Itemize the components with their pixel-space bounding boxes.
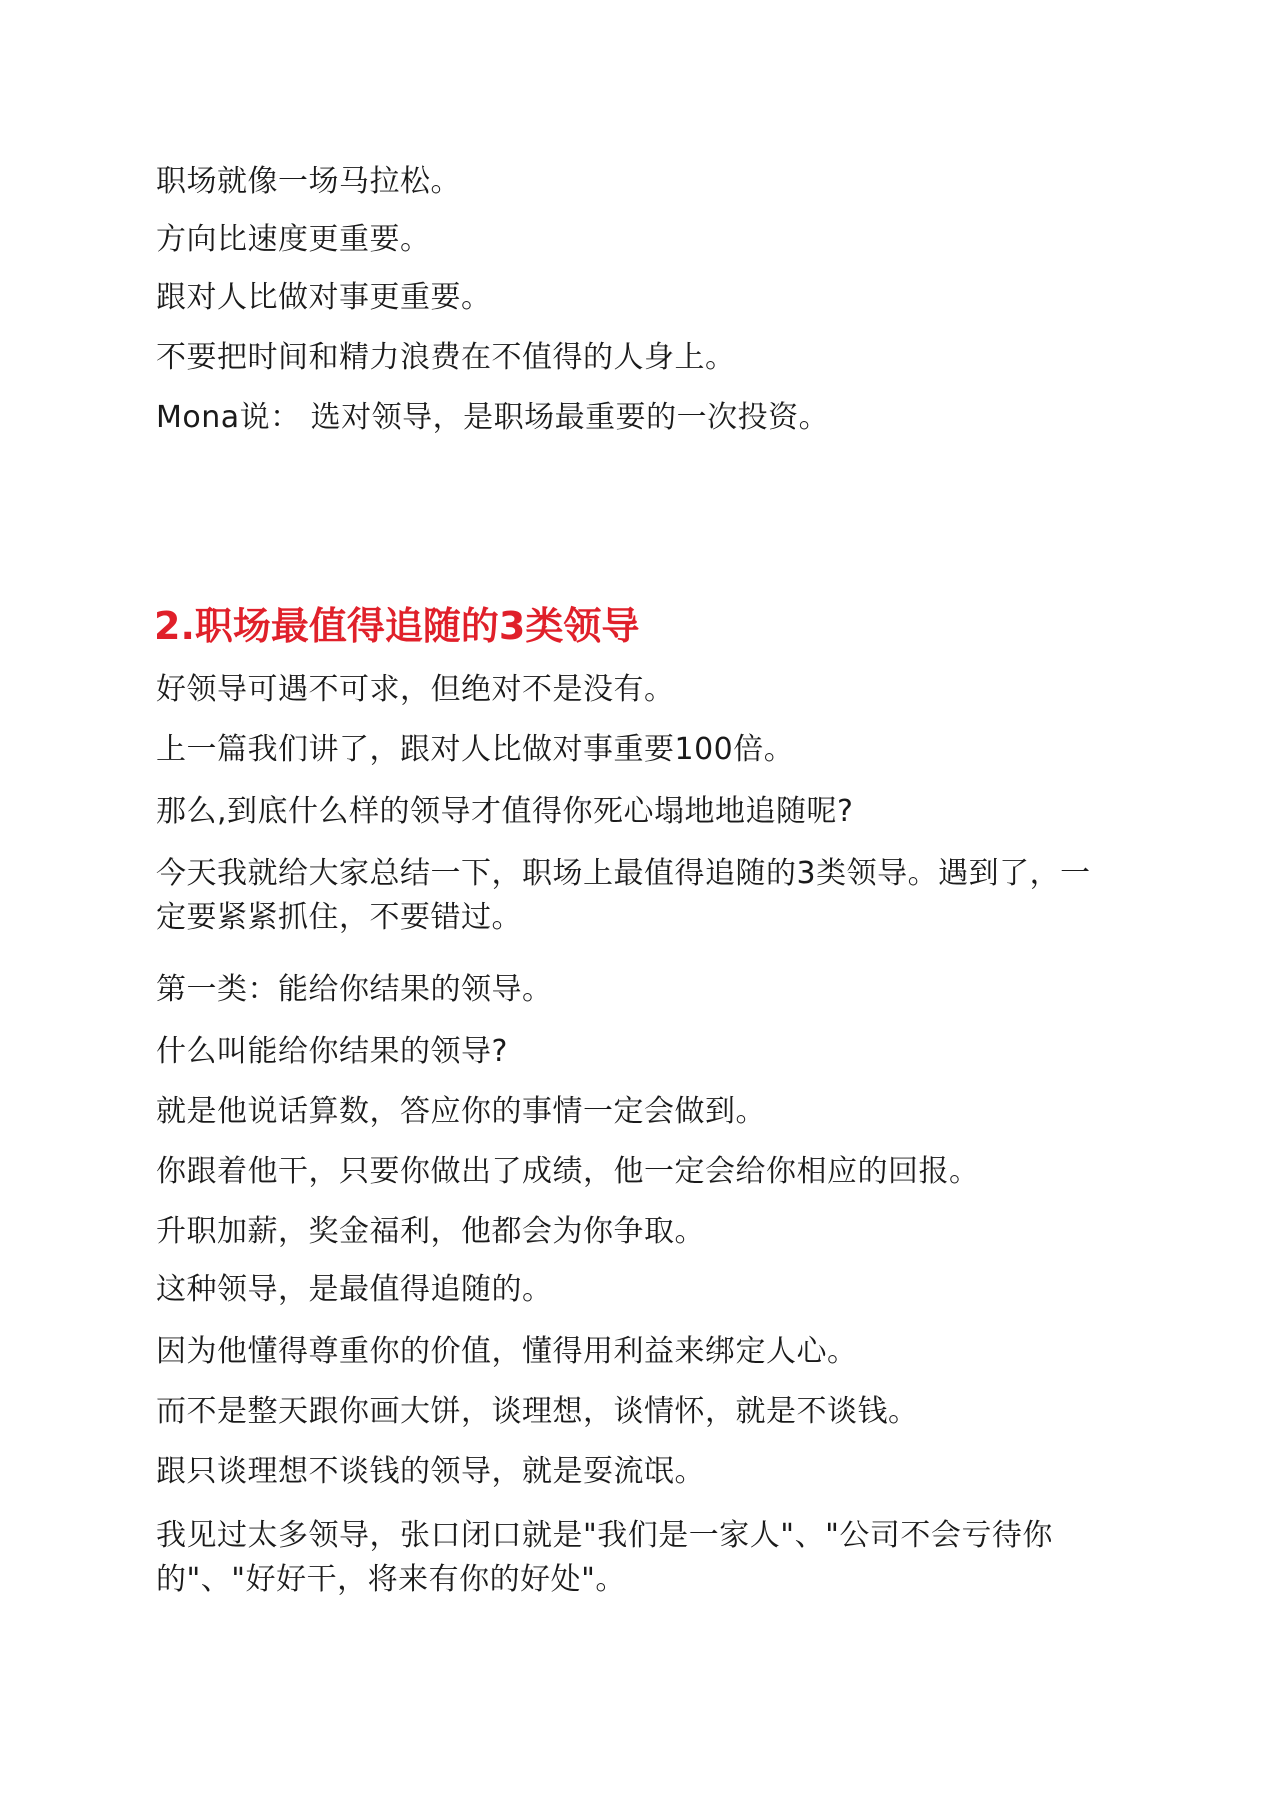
intro-line: 方向比速度更重要。 bbox=[156, 222, 431, 257]
paragraph: 升职加薪，奖金福利，他都会为你争取。 bbox=[156, 1214, 705, 1249]
paragraph: 就是他说话算数，答应你的事情一定会做到。 bbox=[156, 1094, 766, 1129]
intro-line: 职场就像一场马拉松。 bbox=[156, 164, 461, 199]
paragraph: 那么,到底什么样的领导才值得你死心塌地地追随呢? bbox=[156, 794, 854, 829]
paragraph: 好领导可遇不可求，但绝对不是没有。 bbox=[156, 672, 675, 707]
intro-line: 跟对人比做对事更重要。 bbox=[156, 280, 492, 315]
paragraph: 你跟着他干，只要你做出了成绩，他一定会给你相应的回报。 bbox=[156, 1154, 980, 1189]
paragraph: 今天我就给大家总结一下，职场上最值得追随的3类领导。遇到了，一定要紧紧抓住，不要错过。 bbox=[156, 856, 1091, 935]
paragraph: 因为他懂得尊重你的价值，懂得用利益来绑定人心。 bbox=[156, 1334, 858, 1369]
paragraph: 上一篇我们讲了，跟对人比做对事重要100倍。 bbox=[156, 732, 795, 767]
section-heading: 2.职场最值得追随的3类领导 bbox=[154, 604, 640, 648]
paragraph: 而不是整天跟你画大饼，谈理想，谈情怀，就是不谈钱。 bbox=[156, 1394, 919, 1429]
paragraph: 我见过太多领导，张口闭口就是"我们是一家人"、"公司不会亏待你的"、"好好干，将来有你的好处"。 bbox=[156, 1518, 1053, 1597]
paragraph: 这种领导，是最值得追随的。 bbox=[156, 1272, 553, 1307]
paragraph: 什么叫能给你结果的领导? bbox=[156, 1034, 508, 1069]
paragraph: 跟只谈理想不谈钱的领导，就是耍流氓。 bbox=[156, 1454, 705, 1489]
intro-line: 不要把时间和精力浪费在不值得的人身上。 bbox=[156, 340, 736, 375]
intro-line: Mona说： 选对领导，是职场最重要的一次投资。 bbox=[156, 400, 830, 435]
paragraph: 第一类：能给你结果的领导。 bbox=[156, 972, 553, 1007]
